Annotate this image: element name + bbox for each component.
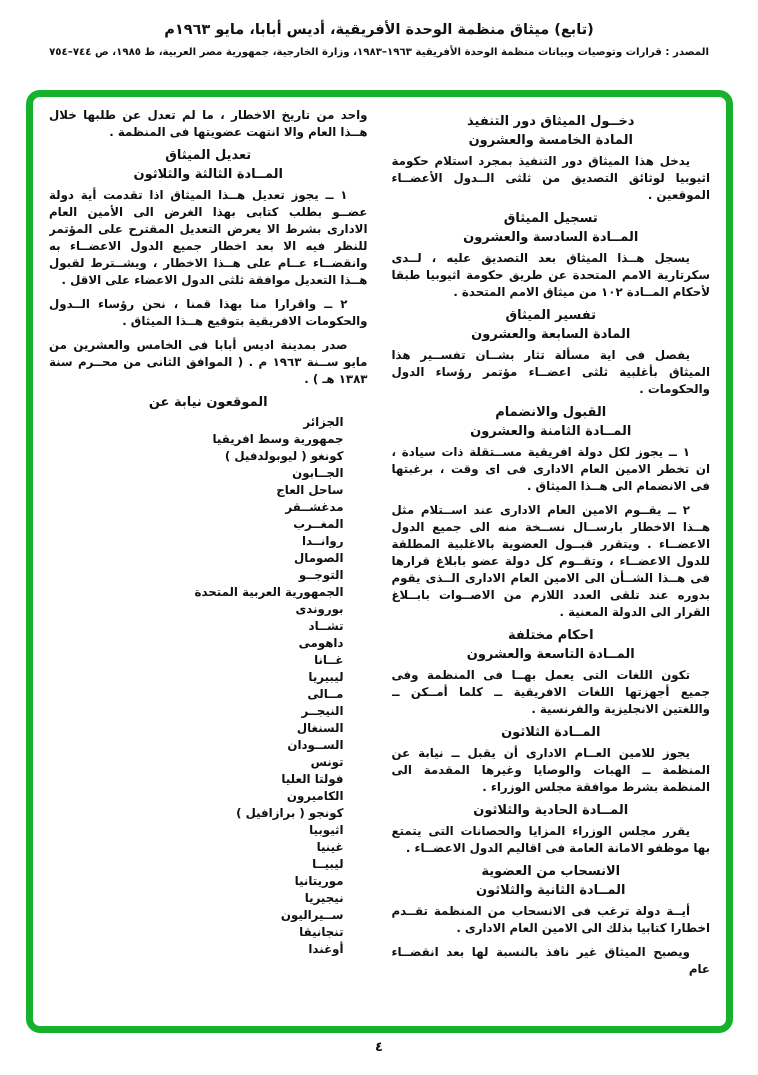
article-heading: المــادة الثامنة والعشرون xyxy=(470,424,632,439)
paragraph-continuation: واحد من تاريخ الاخطار ، ما لم تعدل عن طلبها خلال هــذا العام والا انتهت عضويتها فى المنظمة . xyxy=(49,108,368,139)
country-item: الجــابون xyxy=(292,466,344,480)
section-heading: تسجيل الميثاق xyxy=(503,211,598,226)
article-heading: المادة السابعة والعشرون xyxy=(471,327,631,342)
country-item: الصومال xyxy=(294,551,344,565)
country-item: ليبيــا xyxy=(312,857,344,871)
country-item: غينيا xyxy=(316,840,344,854)
country-item: روانــدا xyxy=(301,534,344,548)
country-item: التوجــو xyxy=(298,568,344,582)
section-heading: الموقعون نيابة عن xyxy=(148,395,268,410)
page-header xyxy=(0,22,758,58)
country-item: اثيوبيا xyxy=(309,823,344,837)
country-item: مدغشــقر xyxy=(285,500,344,514)
section-heading: تفسير الميثاق xyxy=(505,308,597,323)
article-heading: المــادة السادسة والعشرون xyxy=(463,230,639,245)
page-number: ٤ xyxy=(375,1040,383,1055)
article-heading: المادة الخامسة والعشرون xyxy=(468,133,633,148)
green-border-frame xyxy=(26,90,733,1033)
country-item: كونغو ( ليوبولدفيل ) xyxy=(224,449,344,463)
article-heading: المــادة التاسعة والعشرون xyxy=(466,647,635,662)
country-item: جمهورية وسط افريقيا xyxy=(212,432,344,446)
country-item: أوغندا xyxy=(308,942,344,956)
paragraph: يسجل هــذا الميثاق بعد التصديق عليه ، لــدى سكرتارية الامم المتحدة عن طريق حكومة اثيوبيا طبقا لأحكام المــادة ١٠٢ من ميثاق الامم المتحدة . xyxy=(391,251,710,299)
paragraph: ٢ ــ واقرارا منا بهذا قمنا ، نحن رؤساء الــدول والحكومات الافريقية بتوقيع هــذا الميثاق . xyxy=(49,297,368,328)
section-heading: احكام مختلفة xyxy=(507,628,594,643)
two-column-layout xyxy=(33,97,726,1026)
source-citation: المصدر : قرارات وتوصيات وبيانات منظمة الوحدة الأفريقية ١٩٦٣–١٩٨٣، وزارة الخارجية، جمهورية مصر العربية، ط ١٩٨٥، ص ٧٤٤–٧٥٤ xyxy=(49,47,709,58)
country-item: ســيراليون xyxy=(280,908,344,922)
section-heading: الانسحاب من العضوية xyxy=(481,864,621,879)
paragraph: يقرر مجلس الوزراء المزايا والحصانات التى يتمتع بها موظفو الامانة العامة فى اقاليم الدول الاعضــاء . xyxy=(391,824,710,855)
country-item: المغــرب xyxy=(293,517,344,531)
article-heading: المــادة الثلاثون xyxy=(501,725,601,740)
country-item: ساحل العاج xyxy=(276,483,344,497)
country-item: مــالى xyxy=(307,687,344,701)
country-item: الكاميرون xyxy=(286,789,344,803)
section-heading: القبول والانضمام xyxy=(495,405,607,420)
country-item: الجزائر xyxy=(303,415,344,429)
paragraph: يدخل هذا الميثاق دور التنفيذ بمجرد استلام حكومة اثيوبيا لوثائق التصديق من ثلثى الــدول الأعضــاء الموقعين . xyxy=(391,154,710,202)
country-item: نيجيريا xyxy=(304,891,344,905)
article-heading: المــادة الثانية والثلاثون xyxy=(475,883,626,898)
country-item: الســودان xyxy=(287,738,344,752)
column-right xyxy=(392,107,711,1020)
paragraph: ١ ــ يجوز لكل دولة افريقية مســتقلة ذات سيادة ، ان تخطر الامين العام الادارى فى اى وقت ، برغبتها فى الانضمام الى هــذا الميثاق . xyxy=(391,445,710,493)
section-heading: دخــول الميثاق دور التنفيذ xyxy=(467,114,635,129)
paragraph: تكون اللغات التى يعمل بهــا فى المنظمة وفى جميع أجهزتها اللغات الافريقية ــ كلما أمــكن ــ واللغتين الانجليزية والفرنسية . xyxy=(391,668,710,716)
country-item: بوروندى xyxy=(295,602,344,616)
paragraph: أيــة دولة ترغب فى الانسحاب من المنظمة تقــدم اخطارا كتابيا بذلك الى الامين العام الادارى . xyxy=(391,904,710,935)
paragraph: صدر بمدينة اديس أبابا فى الخامس والعشرين من مايو ســنة ١٩٦٣ م . ( الموافق الثانى من محــرم سنة ١٣٨٣ هـ ) . xyxy=(49,338,368,386)
country-item: تونس xyxy=(310,755,344,769)
country-item: داهومى xyxy=(298,636,344,650)
country-item: السنغال xyxy=(296,721,344,735)
country-item: موريتانيا xyxy=(294,874,344,888)
article-heading: المــادة الثالثة والثلاثون xyxy=(133,167,284,182)
country-item: كونجو ( برازافيل ) xyxy=(236,806,344,820)
article-heading: المــادة الحادية والثلاثون xyxy=(473,803,629,818)
paragraph: يفصل فى اية مسألة تثار بشــان تفســير هذا الميثاق بأغلبية ثلثى اعضــاء مؤتمر رؤساء الدول والحكومات . xyxy=(391,348,710,396)
country-item: تشــاد xyxy=(308,619,344,633)
document-title: (تابع) ميثاق منظمة الوحدة الأفريقية، أديس أبابا، مايو ١٩٦٣م xyxy=(164,22,594,38)
country-item: فولتا العليا xyxy=(281,772,344,786)
country-item: الجمهورية العربية المتحدة xyxy=(194,585,344,599)
paragraph: ٢ ــ يقــوم الامين العام الادارى عند اســتلام مثل هــذا الاخطار بارســال نســخة منه الى جميع الدول الاعضــاء . ويتقرر قبــول العضوية بالاغلبية المطلقة للدول الاعضــاء ، وتقــوم كل دولة عضو بابلاغ قرارها فى هــذا الشــأن الى الامين العام الادارى الــذى يقوم بدوره عند تلقى العدد اللازم من الاصــوات بابــلاغ القرار الى الدولة المعنية . xyxy=(391,503,710,619)
country-item: غــانا xyxy=(314,653,344,667)
paragraph: يجوز للامين العــام الادارى أن يقبل ــ نيابة عن المنظمة ــ الهبات والوصايا وغيرها المقدمة الى المنظمة بشرط موافقة مجلس الوزراء . xyxy=(391,746,710,794)
paragraph: ويصبح الميثاق غير نافذ بالنسبة لها بعد انقضــاء عام xyxy=(391,945,710,976)
country-item: ليبيريا xyxy=(308,670,344,684)
column-left xyxy=(49,107,368,1020)
section-heading: تعديل الميثاق xyxy=(165,148,252,163)
country-item: النيجــر xyxy=(301,704,344,718)
paragraph: ١ ــ يجوز تعديل هــذا الميثاق اذا تقدمت أية دولة عضــو بطلب كتابى بهذا الغرض الى الأمين العام الادارى بشرط الا يعرض التعديل المقترح على المؤتمر للنظر فيه الا بعد اخطار جميع الدول الاعضــاء به وانقضــاء عــام على هــذا الاخطار ، ويشــترط لقبول هــذا التعديل موافقة ثلثى الدول الاعضاء على الاقل . xyxy=(49,188,368,287)
country-item: تنجانيقا xyxy=(299,925,344,939)
signatories-list xyxy=(49,414,368,958)
